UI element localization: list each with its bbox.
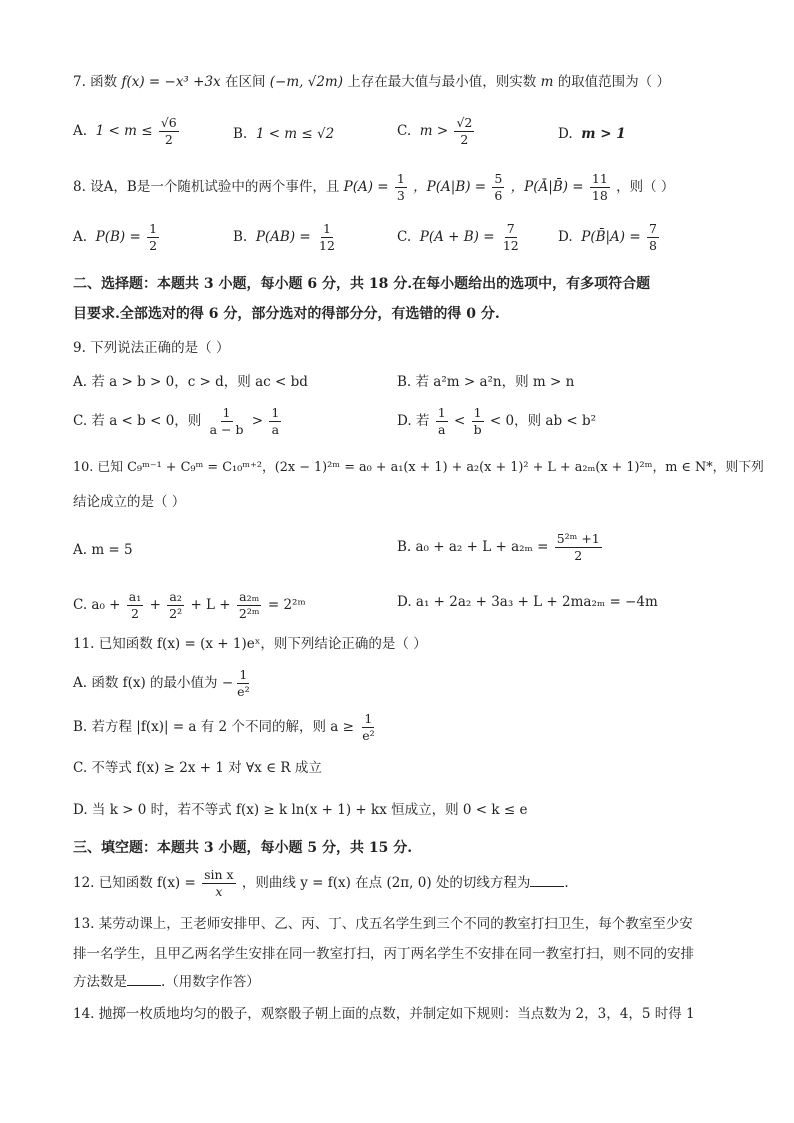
q10-stem: 10. 已知 C₉ᵐ⁻¹ + C₉ᵐ = C₁₀ᵐ⁺²，(2x − 1)²ᵐ = a₀ + a₁(x + 1) + a₂(x + 1)² + L + a₂ₘ(x + 1)²ᵐ，m ∈ N*，则下列 — [73, 460, 764, 475]
section-3-heading: 三、填空题：本题共 3 小题，每小题 5 分，共 15 分. — [73, 840, 413, 856]
q8-option-a — [73, 222, 161, 253]
fraction — [317, 222, 337, 253]
fraction — [436, 406, 448, 437]
denominator: 2 — [149, 238, 158, 253]
option-text: m > — [419, 123, 449, 139]
q9-option-b: B. 若 a²m > a²n，则 m > n — [397, 374, 575, 390]
numerator: sin x — [204, 867, 234, 882]
option-text: P(B) = — [95, 229, 141, 245]
option-text: P(A + B) = — [419, 229, 495, 245]
option-text: P(B̄|A) = — [581, 229, 641, 245]
denominator: a — [271, 422, 280, 437]
numerator: a₂ₘ — [239, 589, 260, 604]
denominator: 12 — [502, 238, 519, 253]
denominator: 2² — [169, 606, 183, 621]
q10-option-d: D. a₁ + 2a₂ + 3a₃ + L + 2ma₂ₘ = −4m — [397, 594, 658, 610]
q11-option-b — [73, 712, 379, 743]
q8-stem — [73, 172, 674, 203]
numerator: 1 — [239, 667, 248, 682]
section-2-heading-cont: 目要求.全部选对的得 6 分，部分选对的得部分分，有选错的得 0 分. — [73, 306, 500, 322]
q7-option-d — [558, 124, 626, 144]
q8-pnab: ，P(Ā|B̄) = — [510, 179, 584, 195]
q7-variable: m — [540, 74, 554, 90]
denominator: a — [437, 422, 446, 437]
fraction — [167, 590, 184, 621]
denominator: 2 — [164, 132, 173, 147]
operator: > — [251, 413, 264, 429]
fraction — [237, 590, 262, 621]
numerator: 1 — [396, 171, 405, 186]
q8-pab: ，P(A|B) = — [413, 179, 487, 195]
q7-stem-part: 上存在最大值与最小值，则实数 — [347, 74, 537, 90]
numerator: 1 — [271, 405, 280, 420]
q13-stem: 13. 某劳动课上，王老师安排甲、乙、丙、丁、戊五名学生到三个不同的教室打扫卫生，每个教室至少安 — [73, 916, 693, 932]
denominator: x — [215, 884, 223, 899]
q8-option-b — [233, 222, 339, 253]
option-text: < 0，则 ab < b² — [489, 413, 597, 429]
q7-stem — [73, 72, 670, 92]
fraction — [147, 222, 159, 253]
q11-option-d: D. 当 k > 0 时，若不等式 f(x) ≥ k ln(x + 1) + kx 恒成立，则 0 < k ≤ e — [73, 802, 528, 818]
q9-stem: 9. 下列说法正确的是（ ） — [73, 340, 230, 356]
q13-stem-cont: 排一名学生，且甲乙两名学生安排在同一教室打扫，丙丁两名学生不安排在同一教室打扫，则不同的安排 — [73, 946, 694, 962]
q7-option-a — [73, 116, 181, 147]
denominator: 8 — [648, 238, 657, 253]
option-text: C. a₀ + — [73, 597, 121, 613]
option-label: D. — [558, 126, 573, 142]
numerator: 5²ᵐ +1 — [556, 531, 600, 546]
q8-pa: P(A) = — [343, 179, 389, 195]
option-label: D. — [558, 229, 573, 245]
fraction — [208, 406, 246, 437]
q7-stem-part: 在区间 — [224, 74, 266, 90]
numerator: a₁ — [128, 589, 142, 604]
denominator: a − b — [209, 422, 244, 437]
q7-stem-part: 7. 函数 — [73, 74, 118, 90]
q7-stem-part: 的取值范围为（ ） — [557, 74, 670, 90]
fraction — [555, 532, 602, 563]
denominator: 12 — [319, 238, 335, 253]
option-label: A. — [73, 229, 88, 245]
option-text: 1 < m ≤ — [95, 123, 153, 139]
option-label: B. — [233, 126, 248, 142]
operator: < — [453, 413, 466, 429]
answer-blank[interactable] — [530, 874, 564, 887]
denominator: e² — [362, 728, 375, 743]
denominator: 2 — [574, 548, 583, 563]
q7-function: f(x) = −x³ +3x — [121, 74, 221, 90]
numerator: 7 — [648, 221, 657, 236]
fraction — [235, 668, 251, 699]
q10-option-a: A. m = 5 — [73, 542, 133, 558]
q8-stem-part: 8. 设A，B是一个随机试验中的两个事件，且 — [73, 179, 340, 195]
q13-text: 方法数是 — [73, 974, 127, 990]
q10-stem-cont: 结论成立的是（ ） — [73, 494, 186, 510]
fraction — [159, 116, 179, 147]
option-text: 1 < m ≤ √2 — [255, 126, 335, 142]
denominator: 6 — [494, 188, 503, 203]
option-label: B. — [233, 229, 248, 245]
denominator: 2²ᵐ — [238, 606, 260, 621]
fraction — [472, 406, 484, 437]
q7-option-c — [397, 116, 476, 147]
fraction — [590, 172, 610, 203]
q10-option-c — [73, 590, 306, 621]
q8-option-c — [397, 222, 523, 253]
q12-text: . — [564, 875, 569, 891]
q12-text: 12. 已知函数 f(x) = — [73, 875, 196, 891]
denominator: 2 — [131, 606, 139, 621]
numerator: 1 — [364, 711, 373, 726]
q12-text: ，则曲线 y = f(x) 在点 (2π, 0) 处的切线方程为 — [241, 875, 531, 891]
q9-option-a: A. 若 a > b > 0，c > d，则 ac < bd — [73, 374, 308, 390]
option-text: m > 1 — [581, 126, 626, 142]
operator: + — [149, 597, 161, 613]
numerator: 1 — [473, 405, 482, 420]
denominator: 18 — [591, 188, 608, 203]
fraction — [647, 222, 659, 253]
fraction — [202, 868, 236, 899]
q8-stem-part: ，则（ ） — [616, 179, 675, 195]
q12-stem — [73, 868, 569, 899]
q14-stem: 14. 抛掷一枚质地均匀的骰子，观察骰子朝上面的点数，并制定如下规则：当点数为 2，3，4，5 时得 1 — [73, 1006, 695, 1022]
q10-option-b — [397, 532, 604, 563]
option-label: C. — [397, 123, 412, 139]
q8-option-d — [558, 222, 661, 253]
q11-option-a — [73, 668, 254, 699]
option-text: P(AB) = — [255, 229, 311, 245]
q13-stem-end — [73, 972, 260, 992]
q9-option-d — [397, 406, 596, 437]
fraction — [454, 116, 474, 147]
option-label: A. — [73, 123, 88, 139]
numerator: 1 — [222, 405, 231, 420]
option-text: = 2²ᵐ — [267, 597, 306, 613]
section-2-heading: 二、选择题：本题共 3 小题，每小题 6 分，共 18 分.在每小题给出的选项中，有多项符合题 — [73, 276, 651, 292]
q7-option-b — [233, 124, 334, 144]
denominator: 2 — [460, 132, 469, 147]
numerator: 1 — [149, 221, 158, 236]
fraction — [501, 222, 521, 253]
option-text: B. a₀ + a₂ + L + a₂ₘ = — [397, 539, 549, 555]
q9-option-c — [73, 406, 283, 437]
answer-blank[interactable] — [127, 973, 161, 986]
option-text: D. 若 — [397, 413, 430, 429]
numerator: 5 — [494, 171, 503, 186]
fraction — [269, 406, 281, 437]
denominator: 3 — [396, 188, 405, 203]
numerator: √6 — [160, 115, 177, 130]
q11-option-c: C. 不等式 f(x) ≥ 2x + 1 对 ∀x ∈ R 成立 — [73, 760, 322, 776]
numerator: 1 — [437, 405, 446, 420]
numerator: 7 — [506, 221, 515, 236]
option-text: C. 若 a < b < 0，则 — [73, 413, 202, 429]
fraction — [492, 172, 504, 203]
numerator: √2 — [456, 115, 473, 130]
fraction — [360, 712, 376, 743]
option-text: A. 函数 f(x) 的最小值为 − — [73, 675, 234, 691]
numerator: a₂ — [169, 589, 182, 604]
fraction — [127, 590, 143, 621]
operator: + L + — [190, 597, 231, 613]
denominator: e² — [237, 684, 250, 699]
option-text: B. 若方程 |f(x)| = a 有 2 个不同的解，则 a ≥ — [73, 719, 354, 735]
option-label: C. — [397, 229, 412, 245]
q11-stem: 11. 已知函数 f(x) = (x + 1)eˣ，则下列结论正确的是（ ） — [73, 636, 427, 652]
denominator: b — [473, 422, 482, 437]
q13-text: .（用数字作答） — [161, 974, 260, 990]
fraction — [395, 172, 407, 203]
numerator: 1 — [322, 221, 331, 236]
q7-interval: (−m, √2m) — [269, 74, 343, 90]
numerator: 11 — [591, 171, 608, 186]
